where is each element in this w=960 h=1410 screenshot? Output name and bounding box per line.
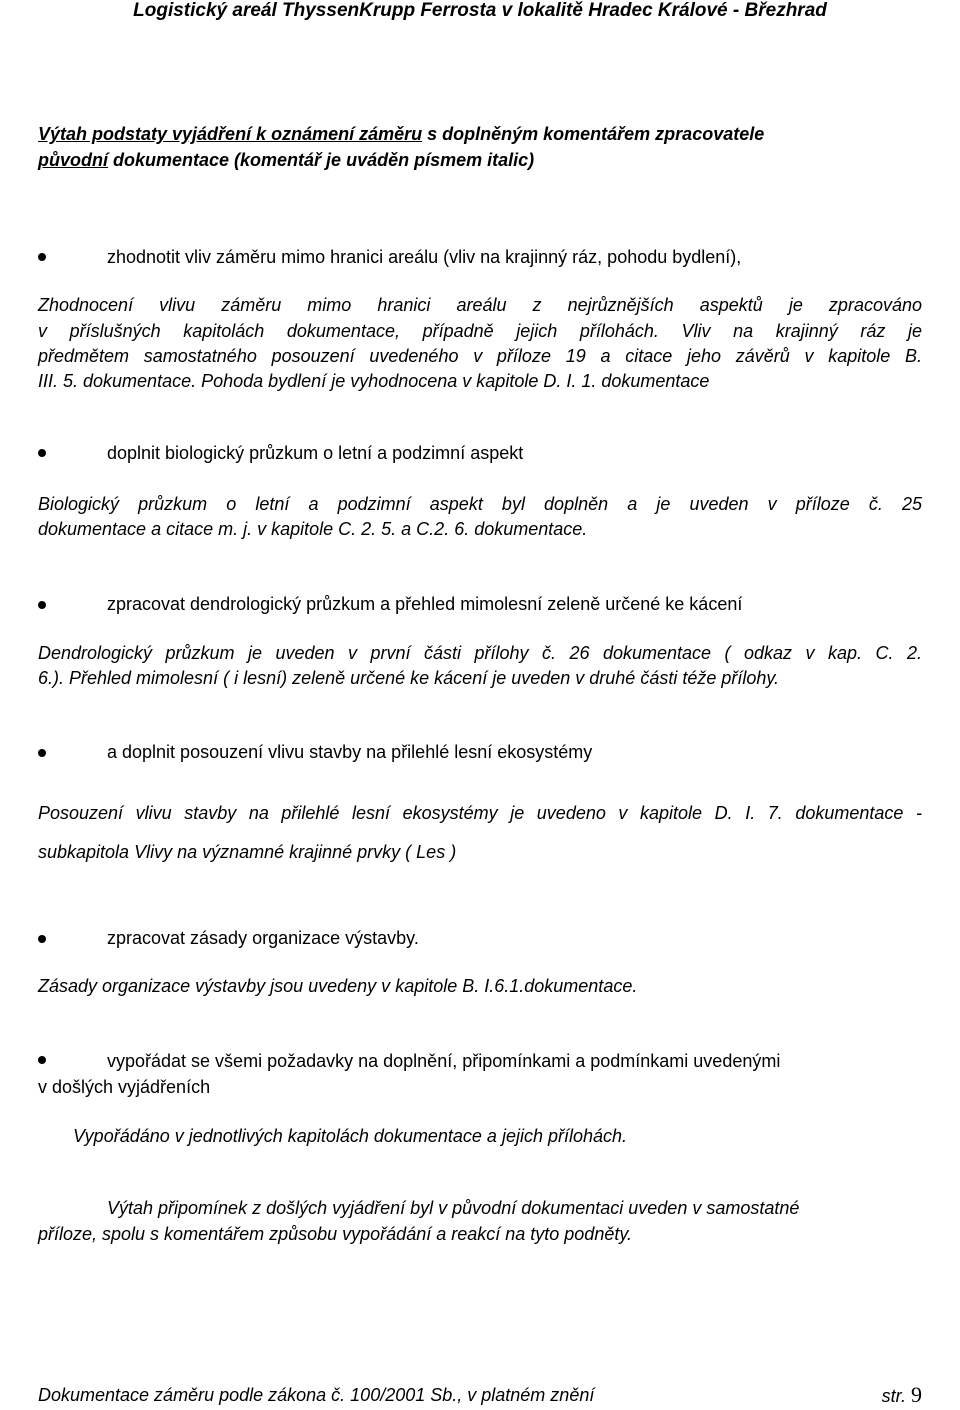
comment-2-line-1: Biologický průzkum o letní a podzimní aspekt byl doplněn a je uveden v příloze č. 25 [38, 494, 922, 514]
requirement-6-line-2: v došlých vyjádřeních [38, 1077, 211, 1097]
footer-page-indicator [882, 1383, 922, 1408]
requirement-5: zpracovat zásady organizace výstavby. [107, 928, 419, 948]
footer-document-label: Dokumentace záměru podle zákona č. 100/2001 Sb., v platném znění [38, 1385, 595, 1405]
comment-2-line-2: dokumentace a citace m. j. v kapitole C. 2. 5. a C.2. 6. dokumentace. [38, 519, 588, 539]
bullet-icon [38, 253, 46, 261]
comment-5-line-1: Zásady organizace výstavby jsou uvedeny v kapitole B. I.6.1.dokumentace. [38, 976, 638, 996]
bullet-icon [38, 449, 46, 457]
page-header-title: Logistický areál ThyssenKrupp Ferrosta v lokalitě Hradec Králové - Březhrad [133, 0, 827, 21]
intro-part2: s doplněným komentářem zpracovatele [422, 124, 765, 144]
intro-part3: původní [38, 150, 108, 170]
intro-part1: Výtah podstaty vyjádření k oznámení záměru [38, 124, 423, 144]
intro-heading [38, 121, 938, 173]
requirement-6-line-1: vypořádat se všemi požadavky na doplnění, připomínkami a podmínkami uvedenými [107, 1051, 781, 1071]
comment-3-line-2: 6.). Přehled mimolesní ( i lesní) zeleně určené ke kácení je uveden v druhé části téže přílohy. [38, 668, 780, 688]
comment-4-line-1: Posouzení vlivu stavby na přilehlé lesní ekosystémy je uvedeno v kapitole D. I. 7. dokumentace - [38, 803, 922, 823]
comment-1-line-1: Zhodnocení vlivu záměru mimo hranici areálu z nejrůznějších aspektů je zpracováno [38, 295, 922, 315]
footer-page-label: str. [881, 1386, 906, 1406]
footer-page-number: 9 [911, 1382, 922, 1407]
comment-3-line-1: Dendrologický průzkum je uveden v první části přílohy č. 26 dokumentace ( odkaz v kap. C. 2. [38, 643, 922, 663]
comment-1-line-2: v příslušných kapitolách dokumentace, případně jejich přílohách. Vliv na krajinný ráz je [38, 321, 922, 341]
page-footer [38, 1383, 922, 1407]
bullet-icon [38, 601, 46, 609]
requirement-4: a doplnit posouzení vlivu stavby na přilehlé lesní ekosystémy [107, 742, 593, 762]
requirement-3: zpracovat dendrologický průzkum a přehled mimolesní zeleně určené ke kácení [107, 594, 743, 614]
comment-1-line-4: III. 5. dokumentace. Pohoda bydlení je vyhodnocena v kapitole D. I. 1. dokumentace [38, 371, 710, 391]
bullet-icon [38, 1056, 46, 1064]
closing-line-1: Výtah připomínek z došlých vyjádření byl v původní dokumentaci uveden v samostatné [107, 1198, 800, 1218]
intro-part4: dokumentace (komentář je uváděn písmem italic) [108, 150, 535, 170]
requirement-1: zhodnotit vliv záměru mimo hranici areálu (vliv na krajinný ráz, pohodu bydlení), [107, 247, 742, 267]
comment-1-line-3: předmětem samostatného posouzení uvedeného v příloze 19 a citace jeho závěrů v kapitole B. [38, 346, 922, 366]
bullet-icon [38, 749, 46, 757]
closing-line-2: příloze, spolu s komentářem způsobu vypořádání a reakcí na tyto podněty. [38, 1224, 632, 1244]
comment-4-line-2: subkapitola Vlivy na významné krajinné prvky ( Les ) [38, 842, 457, 862]
comment-6-line-1: Vypořádáno v jednotlivých kapitolách dokumentace a jejich přílohách. [73, 1126, 628, 1146]
bullet-icon [38, 935, 46, 943]
requirement-2: doplnit biologický průzkum o letní a podzimní aspekt [107, 443, 524, 463]
